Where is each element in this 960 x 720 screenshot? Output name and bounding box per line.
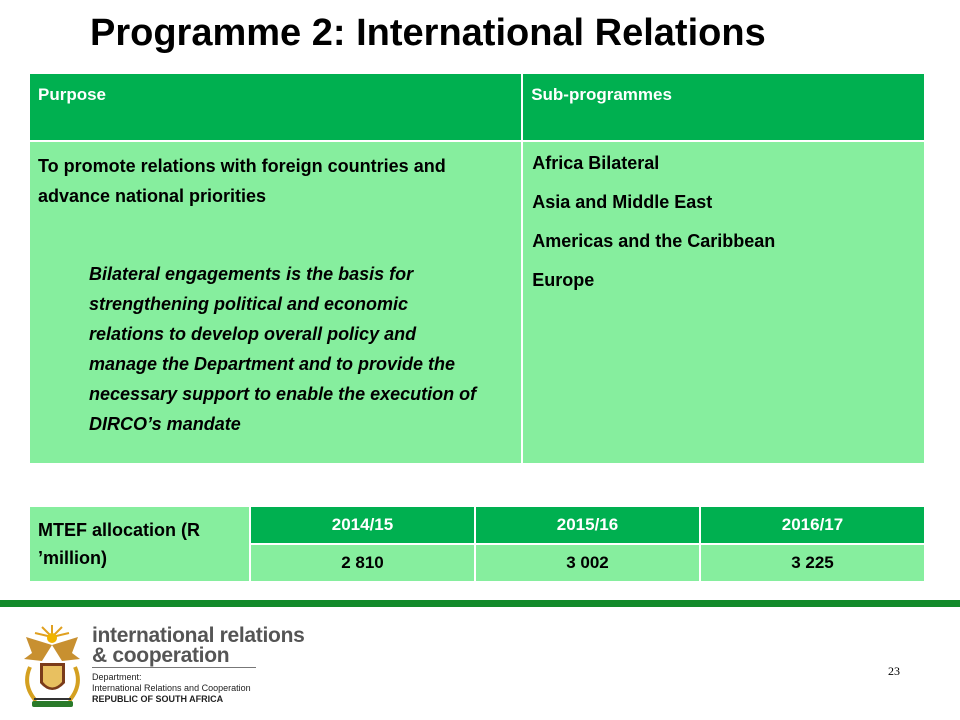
table-row: [29, 141, 925, 464]
dept-line1: Department:: [92, 672, 142, 682]
sub-programmes-header: [522, 73, 925, 141]
list-item: Americas and the Caribbean: [532, 231, 776, 251]
mtef-year: 2014/15: [250, 506, 475, 544]
sub-programmes-header-label: Sub-programmes: [531, 85, 672, 104]
purpose-cell: [29, 141, 522, 464]
purpose-header-label: Purpose: [38, 85, 107, 104]
sub-programmes-list: [523, 142, 924, 304]
mtef-value: 3 002: [475, 544, 700, 582]
purpose-table: [28, 72, 926, 465]
page-number: 23: [888, 664, 900, 678]
org-rule: [92, 667, 256, 668]
coat-of-arms-logo: [20, 623, 85, 708]
list-item: Europe: [532, 270, 595, 290]
org-name: [92, 626, 304, 666]
dept-line3: REPUBLIC OF SOUTH AFRICA: [92, 694, 224, 704]
list-item: Africa Bilateral: [532, 153, 660, 173]
mtef-value: 2 810: [250, 544, 475, 582]
org-name-line1: international relations: [92, 624, 305, 647]
org-name-line2: & cooperation: [92, 644, 230, 667]
mtef-label: MTEF allocation (R ’million): [29, 506, 250, 582]
mtef-value: 3 225: [700, 544, 925, 582]
list-item: Asia and Middle East: [532, 192, 713, 212]
mtef-header-row: [29, 506, 925, 544]
page-title: Programme 2: International Relations: [90, 12, 766, 54]
divider: [0, 600, 960, 607]
table-header-row: [29, 73, 925, 141]
purpose-header: [29, 73, 522, 141]
mtef-year: 2015/16: [475, 506, 700, 544]
dept-line2: International Relations and Cooperation: [92, 683, 251, 693]
purpose-text: To promote relations with foreign countries and advance national priorities: [38, 156, 446, 206]
sub-programmes-cell: [522, 141, 925, 464]
department-block: [92, 672, 251, 705]
mtef-year: 2016/17: [700, 506, 925, 544]
mtef-table: [28, 505, 926, 583]
purpose-note: Bilateral engagements is the basis for strengthening political and economic relations to develop overall policy and manage the Department and to provide the necessary support to enable the execution of DIRCO’s mandate: [89, 264, 477, 434]
